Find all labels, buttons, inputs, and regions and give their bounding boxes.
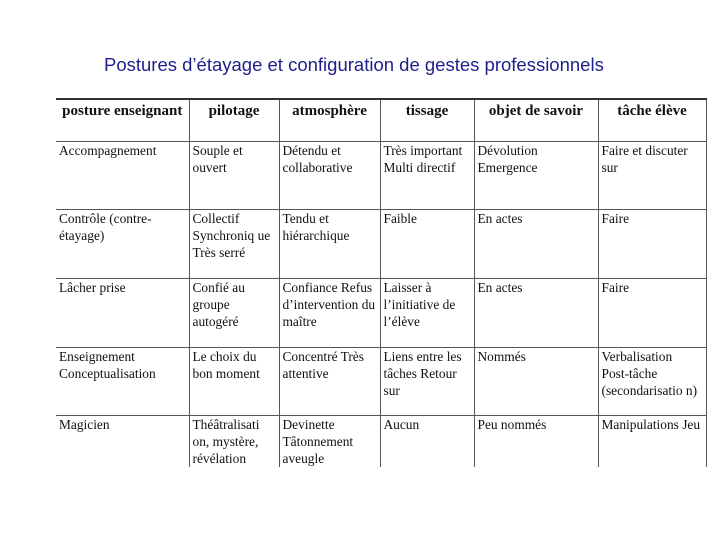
header-posture: posture enseignant bbox=[56, 99, 189, 142]
table-cell: Aucun bbox=[380, 416, 474, 468]
table-cell: Très important Multi directif bbox=[380, 142, 474, 210]
table-cell: Manipulations Jeu bbox=[598, 416, 706, 468]
table-row bbox=[56, 142, 706, 210]
table-cell: Peu nommés bbox=[474, 416, 598, 468]
table-cell: En actes bbox=[474, 210, 598, 279]
postures-table-container bbox=[56, 98, 701, 472]
table-cell: Laisser à l’initiative de l’élève bbox=[380, 279, 474, 348]
header-pilotage: pilotage bbox=[189, 99, 279, 142]
table-cell: Confiance Refus d’intervention du maître bbox=[279, 279, 380, 348]
table-cell: Faire bbox=[598, 279, 706, 348]
table-cell: Contrôle (contre-étayage) bbox=[56, 210, 189, 279]
table-row bbox=[56, 416, 706, 468]
table-cell: Faible bbox=[380, 210, 474, 279]
table-cell: En actes bbox=[474, 279, 598, 348]
table-row bbox=[56, 210, 706, 279]
header-row bbox=[56, 99, 706, 142]
table-cell: Dévolution Emergence bbox=[474, 142, 598, 210]
table-cell: Liens entre les tâches Retour sur bbox=[380, 348, 474, 416]
table-cell: Nommés bbox=[474, 348, 598, 416]
table-cell: Détendu et collaborative bbox=[279, 142, 380, 210]
table-cell: Magicien bbox=[56, 416, 189, 468]
table-cell: Théâtralisati on, mystère, révélation bbox=[189, 416, 279, 468]
table-cell: Tendu et hiérarchique bbox=[279, 210, 380, 279]
header-atmosphere: atmosphère bbox=[279, 99, 380, 142]
table-cell: Accompagnement bbox=[56, 142, 189, 210]
table-cell: Lâcher prise bbox=[56, 279, 189, 348]
table-cell: Faire et discuter sur bbox=[598, 142, 706, 210]
table-cell: Le choix du bon moment bbox=[189, 348, 279, 416]
table-cell: Verbalisation Post-tâche (secondarisatio n) bbox=[598, 348, 706, 416]
table-cell: Concentré Très attentive bbox=[279, 348, 380, 416]
table-cell: Devinette Tâtonnement aveugle bbox=[279, 416, 380, 468]
header-tissage: tissage bbox=[380, 99, 474, 142]
table-cell: Confié au groupe autogéré bbox=[189, 279, 279, 348]
table-row bbox=[56, 279, 706, 348]
header-tache-eleve: tâche élève bbox=[598, 99, 706, 142]
table-cell: Souple et ouvert bbox=[189, 142, 279, 210]
table-cell: Collectif Synchroniq ue Très serré bbox=[189, 210, 279, 279]
slide-title: Postures d’étayage et configuration de gestes professionnels bbox=[104, 54, 604, 75]
table-row bbox=[56, 348, 706, 416]
table-cell: Enseignement Conceptualisation bbox=[56, 348, 189, 416]
header-objet-de-savoir: objet de savoir bbox=[474, 99, 598, 142]
postures-table bbox=[56, 98, 707, 467]
table-cell: Faire bbox=[598, 210, 706, 279]
